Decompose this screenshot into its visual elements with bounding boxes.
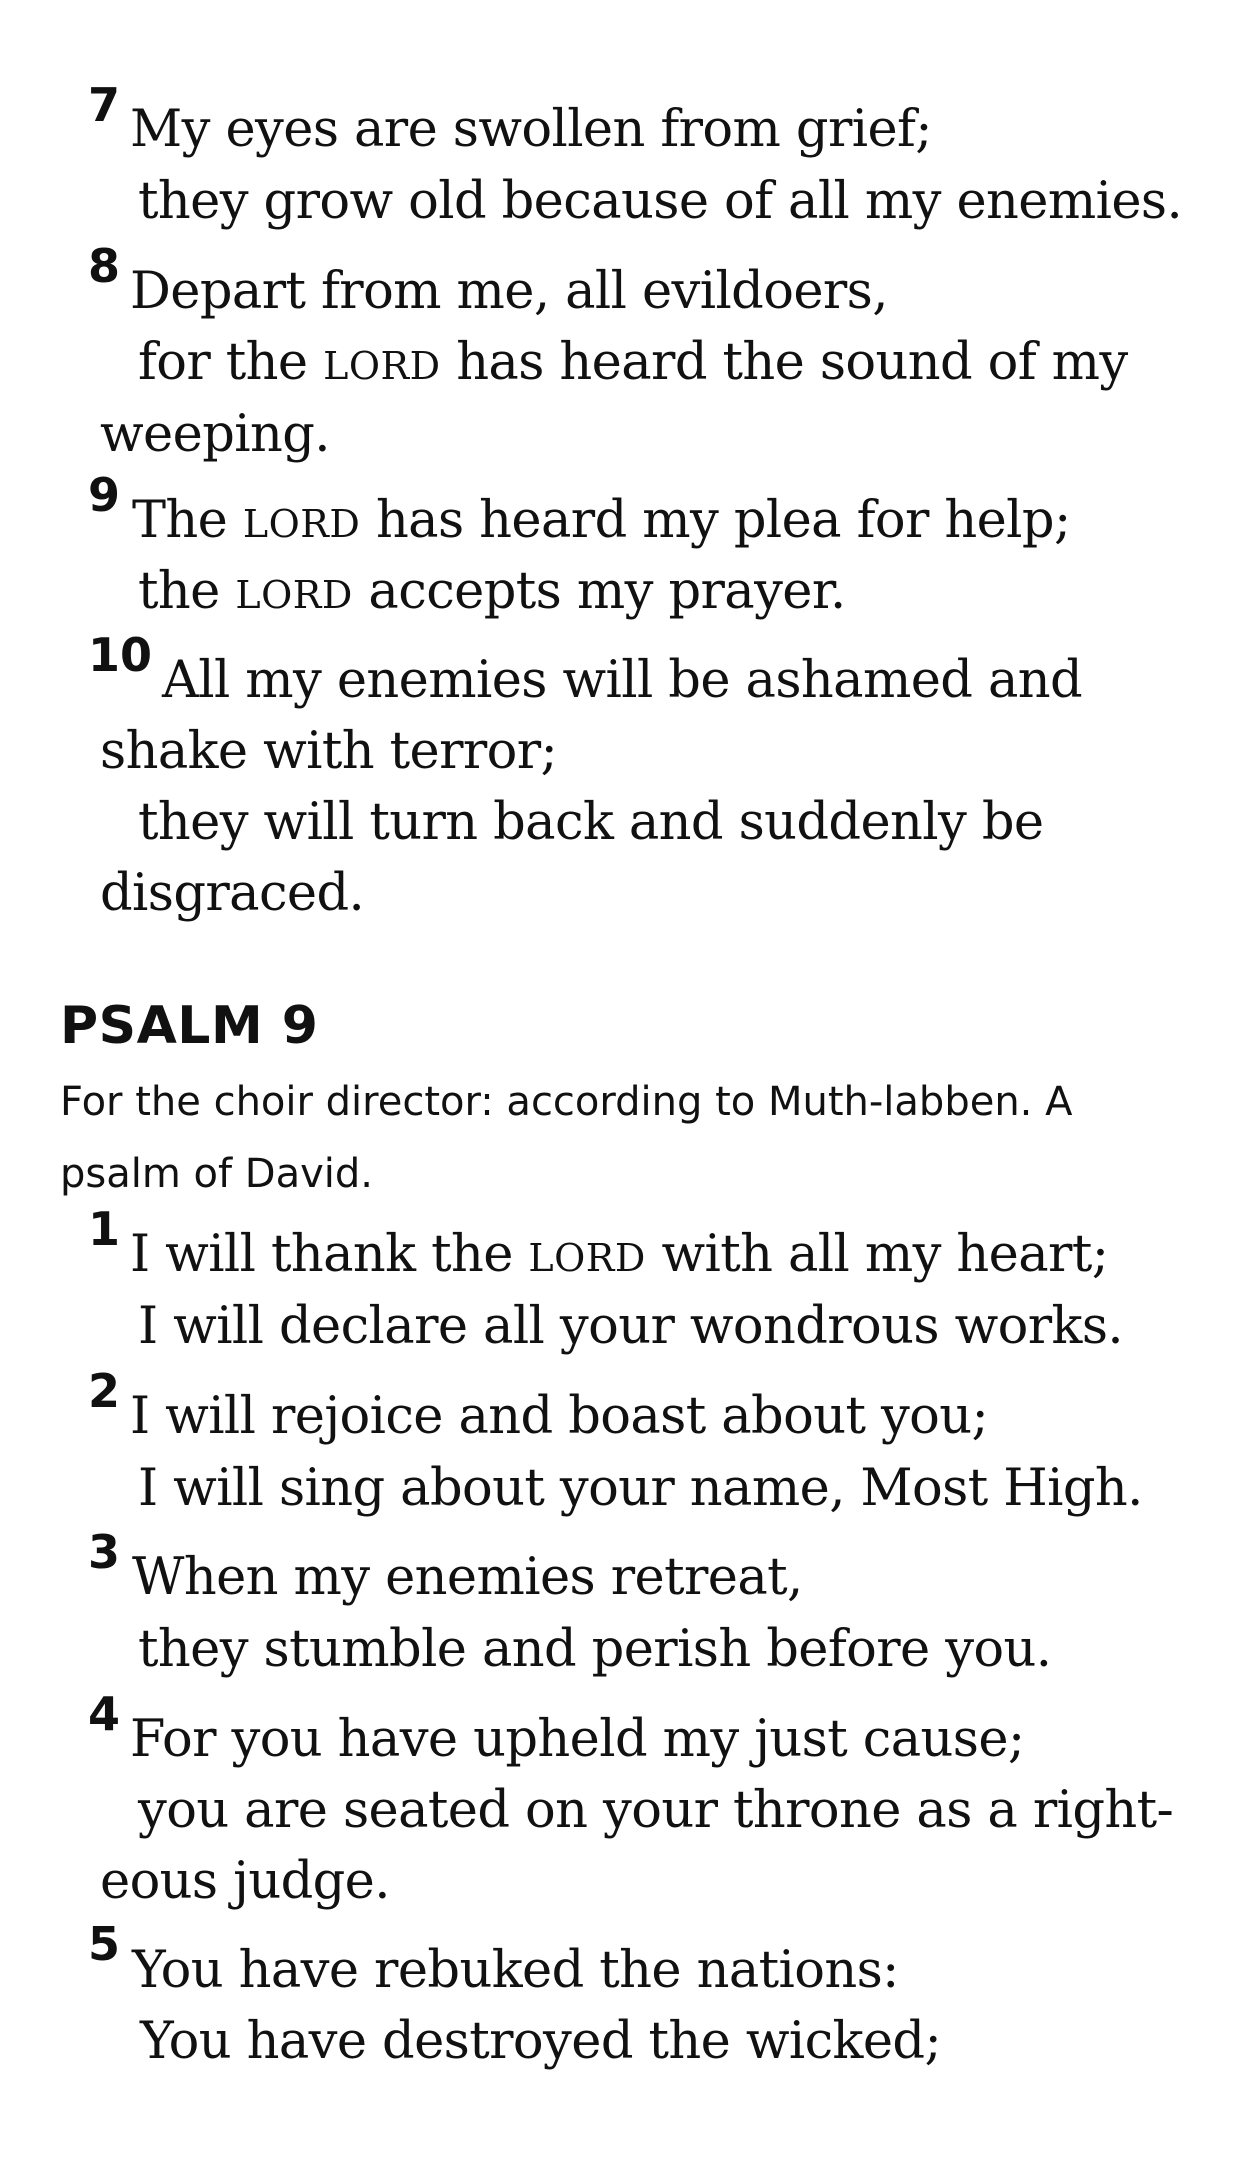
divine-name: LORD xyxy=(242,502,361,546)
divine-name: LORD xyxy=(235,573,353,617)
verse-line: eous judge. xyxy=(100,1852,390,1911)
verse-number: 2 xyxy=(88,1364,121,1418)
verse-number: 5 xyxy=(88,1917,121,1971)
verse-line: You have destroyed the wicked; xyxy=(140,2012,942,2071)
verse-line: weeping. xyxy=(100,405,330,464)
verse-line: you are seated on your throne as a right- xyxy=(138,1781,1174,1840)
verse-line: I will thank the LORD with all my heart; xyxy=(130,1225,1109,1284)
verse-number: 3 xyxy=(88,1525,121,1579)
verse-line: disgraced. xyxy=(100,864,365,923)
verse-number: 7 xyxy=(88,78,121,132)
psalm-heading: PSALM 9 xyxy=(60,996,319,1056)
verse-line: All my enemies will be ashamed and xyxy=(162,651,1083,710)
verse-number: 9 xyxy=(88,468,121,522)
verse-line: For you have upheld my just cause; xyxy=(130,1710,1025,1769)
verse-line: You have rebuked the nations: xyxy=(132,1941,899,2000)
verse-line: The LORD has heard my plea for help; xyxy=(132,491,1071,550)
verse-line: When my enemies retreat, xyxy=(132,1548,803,1607)
verse-line: the LORD accepts my prayer. xyxy=(138,562,846,621)
psalm-superscription: For the choir director: according to Muth-labben. A psalm of David. xyxy=(60,1079,1073,1197)
verse-number: 1 xyxy=(88,1202,121,1256)
verse-line: for the LORD has heard the sound of my xyxy=(138,333,1128,392)
verse-line: they stumble and perish before you. xyxy=(138,1620,1052,1679)
divine-name: LORD xyxy=(323,344,441,388)
verse-number: 10 xyxy=(88,628,153,682)
divine-name: LORD xyxy=(528,1236,646,1280)
verse-line: shake with terror; xyxy=(100,722,558,781)
verse-line: Depart from me, all evildoers, xyxy=(130,262,888,321)
verse-number: 4 xyxy=(88,1687,121,1741)
verse-line: I will sing about your name, Most High. xyxy=(138,1459,1143,1518)
verse-number: 8 xyxy=(88,239,121,293)
verse-line: I will declare all your wondrous works. xyxy=(138,1297,1124,1356)
verse-line: they grow old because of all my enemies. xyxy=(138,172,1183,231)
verse-line: My eyes are swollen from grief; xyxy=(130,100,932,159)
verse-line: I will rejoice and boast about you; xyxy=(130,1387,989,1446)
verse-line: they will turn back and suddenly be xyxy=(138,793,1044,852)
